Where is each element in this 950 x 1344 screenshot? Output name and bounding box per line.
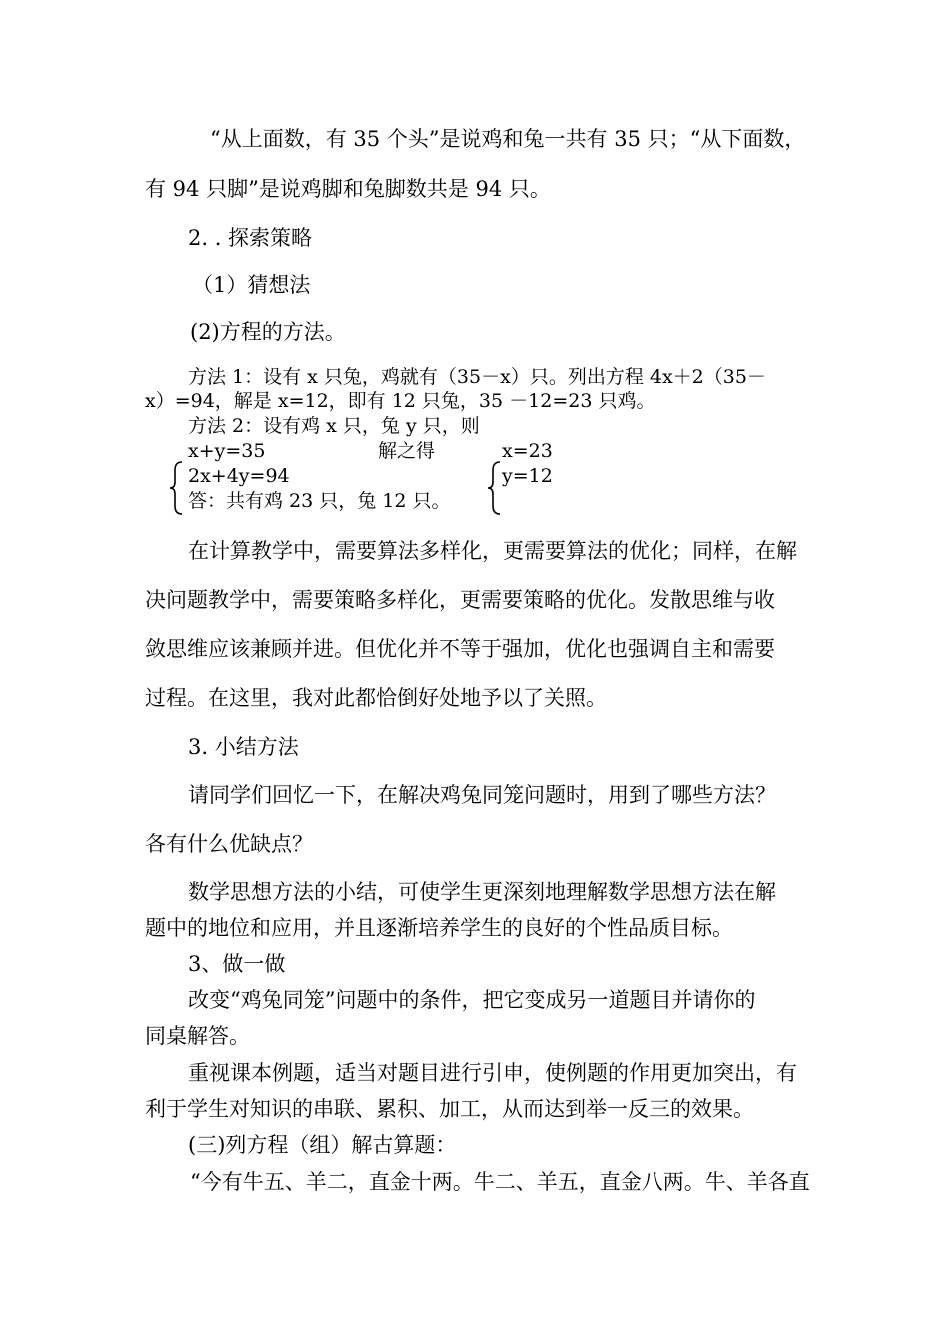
subsection-heading: （1）猜想法 bbox=[192, 273, 311, 297]
solution-2: y=12 bbox=[502, 465, 553, 487]
paragraph-line: “从上面数，有 35 个头”是说鸡和兔一共有 35 只；“从下面数， bbox=[210, 127, 806, 151]
paragraph-line: 题中的地位和应用，并且逐渐培养学生的良好的个性品质目标。 bbox=[145, 916, 733, 940]
section-heading: 3. 小结方法 bbox=[188, 735, 299, 759]
subsection-heading: (2)方程的方法。 bbox=[190, 320, 346, 344]
solution-1: x=23 bbox=[502, 440, 553, 462]
method-1-line: x）=94，解是 x=12，即有 12 只兔，35 －12=23 只鸡。 bbox=[145, 390, 656, 412]
paragraph-line: 在计算教学中，需要算法多样化，更需要算法的优化；同样，在解 bbox=[188, 539, 797, 563]
paragraph-line: 请同学们回忆一下，在解决鸡兔同笼问题时，用到了哪些方法？ bbox=[188, 783, 776, 807]
method-1-line: 方法 1：设有 x 只兔，鸡就有（35－x）只。列出方程 4x＋2（35－ bbox=[188, 366, 766, 388]
paragraph-line: 各有什么优缺点？ bbox=[145, 832, 313, 856]
paragraph-line: 同桌解答。 bbox=[145, 1024, 250, 1048]
section-heading: 3、做一做 bbox=[188, 952, 286, 976]
paragraph-line: 过程。在这里，我对此都恰倒好处地予以了关照。 bbox=[145, 686, 607, 710]
paragraph-line: 敛思维应该兼顾并进。但优化并不等于强加，优化也强调自主和需要 bbox=[145, 637, 775, 661]
method-2-line: 方法 2：设有鸡 x 只，兔 y 只，则 bbox=[188, 415, 480, 437]
equation-2: 2x+4y=94 bbox=[188, 465, 290, 487]
paragraph-line: 有 94 只脚”是说鸡脚和兔脚数共是 94 只。 bbox=[145, 177, 551, 201]
paragraph-line: 利于学生对知识的串联、累积、加工，从而达到举一反三的效果。 bbox=[145, 1097, 754, 1121]
paragraph-line: 决问题教学中，需要策略多样化，更需要策略的优化。发散思维与收 bbox=[145, 588, 775, 612]
solve-label: 解之得 bbox=[378, 440, 436, 462]
left-brace-icon bbox=[168, 460, 184, 520]
left-brace-icon bbox=[486, 460, 502, 520]
answer-line: 答：共有鸡 23 只，兔 12 只。 bbox=[188, 490, 451, 512]
paragraph-line: “今有牛五、羊二，直金十两。牛二、羊五，直金八两。牛、羊各直 bbox=[190, 1170, 810, 1194]
equation-1: x+y=35 bbox=[188, 440, 266, 462]
section-heading: 2. . 探索策略 bbox=[188, 226, 313, 250]
paragraph-line: 数学思想方法的小结，可使学生更深刻地理解数学思想方法在解 bbox=[188, 880, 776, 904]
paragraph-line: 改变“鸡兔同笼”问题中的条件，把它变成另一道题目并请你的 bbox=[188, 988, 756, 1012]
section-heading: (三)列方程（组）解古算题： bbox=[188, 1133, 457, 1157]
paragraph-line: 重视课本例题，适当对题目进行引申，使例题的作用更加突出，有 bbox=[188, 1061, 797, 1085]
